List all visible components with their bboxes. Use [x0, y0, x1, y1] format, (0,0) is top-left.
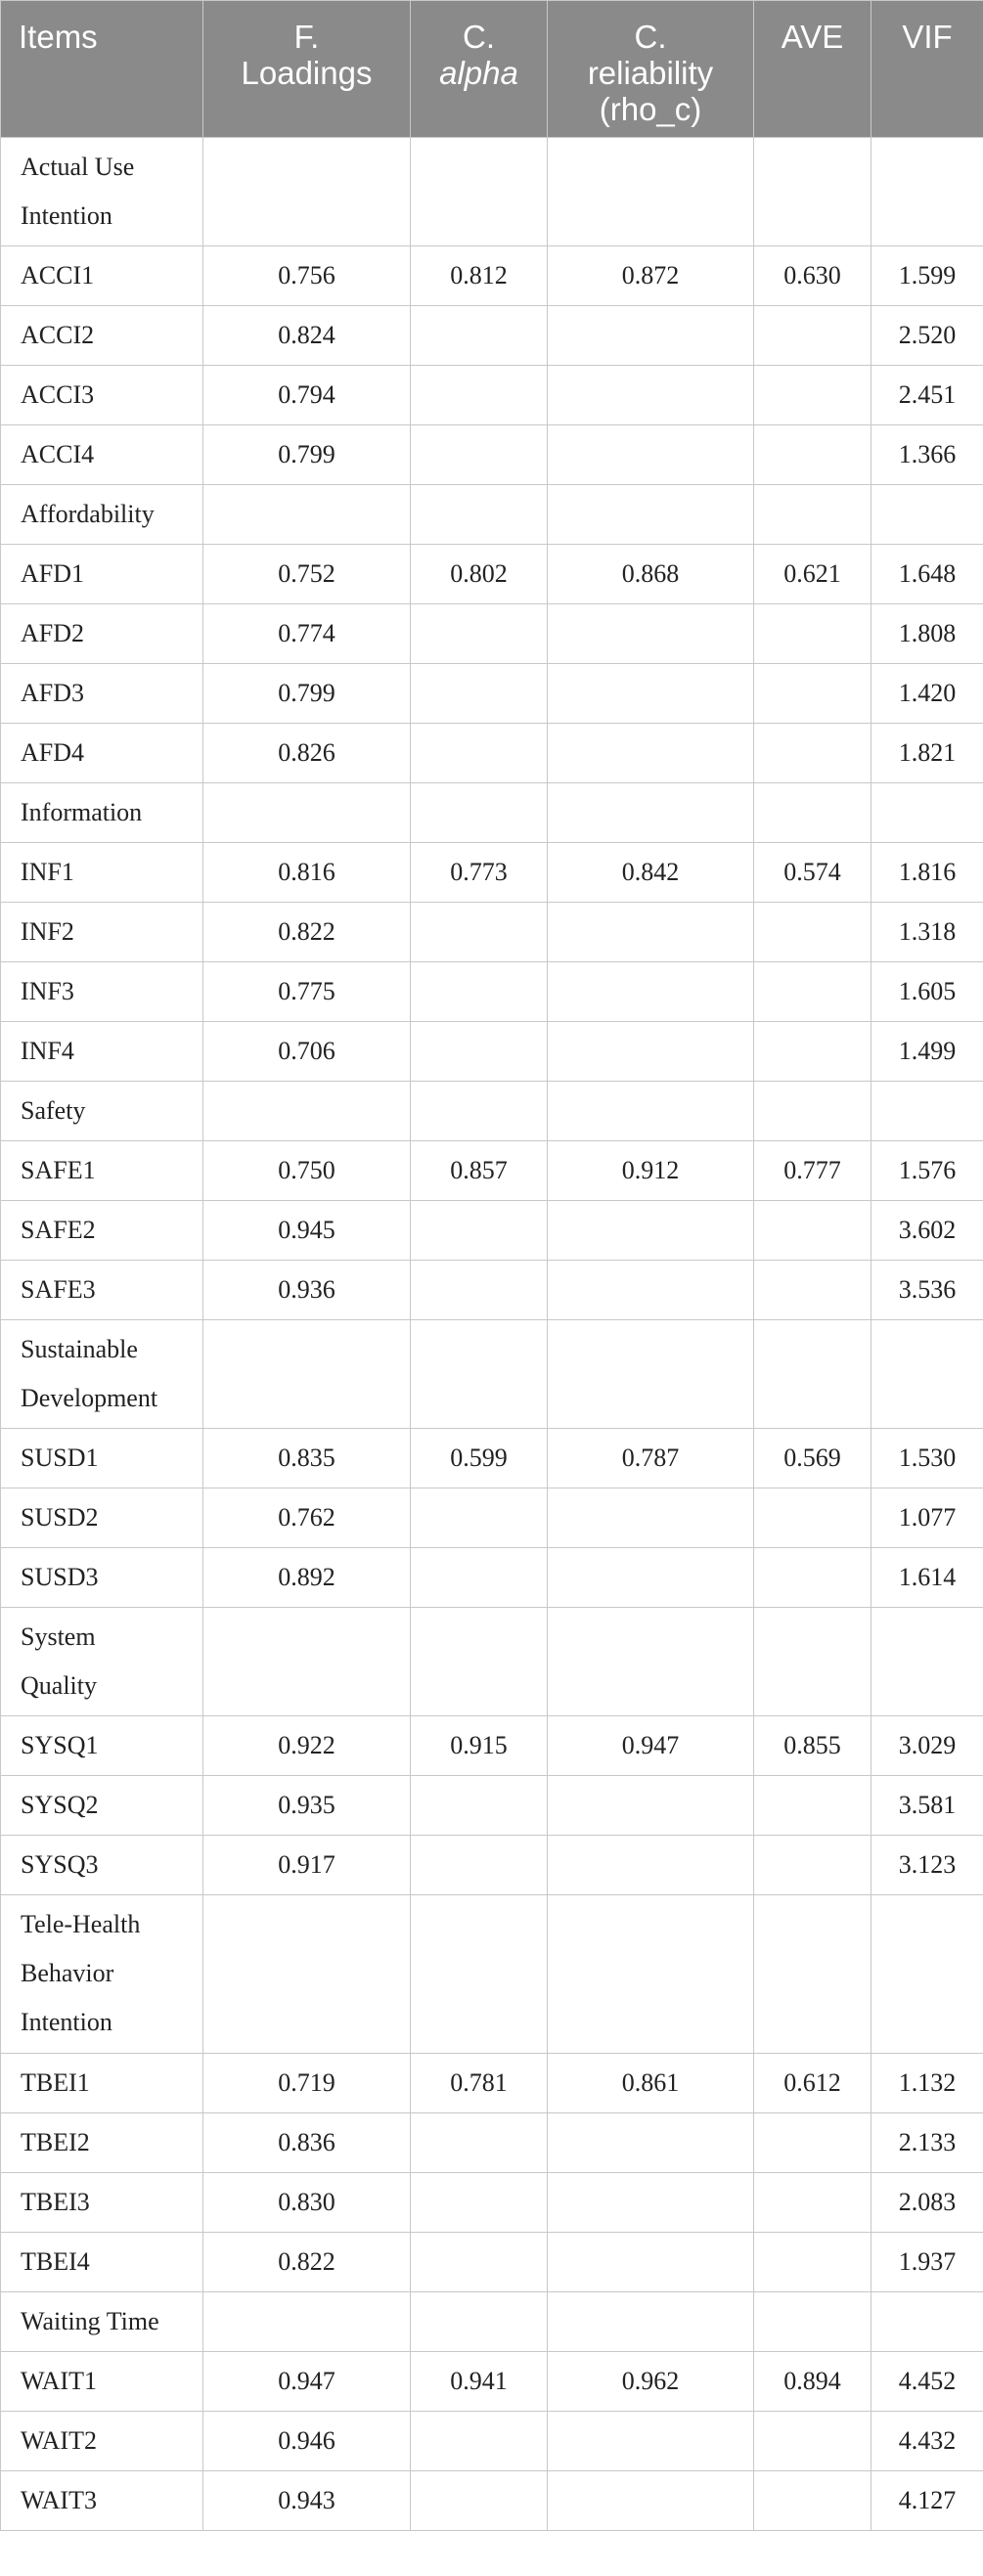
alpha-cell [411, 425, 548, 485]
table-row [1, 1201, 983, 1261]
table-row [1, 2113, 983, 2173]
header-loadings-line2: Loadings [241, 55, 373, 91]
table-row [1, 1716, 983, 1776]
alpha-cell [411, 1776, 548, 1836]
item-cell: INF1 [1, 843, 203, 903]
empty-cell [754, 1608, 871, 1716]
ave-cell [754, 1261, 871, 1320]
vif-cell: 1.366 [871, 425, 983, 485]
alpha-cell [411, 1261, 548, 1320]
reliability-cell [548, 366, 754, 425]
vif-cell: 1.499 [871, 1022, 983, 1082]
header-alpha [411, 1, 548, 138]
table-row [1, 962, 983, 1022]
alpha-cell [411, 1488, 548, 1548]
loading-cell: 0.826 [203, 724, 411, 783]
empty-cell [754, 485, 871, 545]
empty-cell [411, 138, 548, 246]
group-name-line: Behavior [21, 1959, 114, 1987]
empty-cell [871, 1082, 983, 1141]
group-name-line: System [21, 1622, 96, 1651]
table-row [1, 1261, 983, 1320]
item-cell: SUSD1 [1, 1429, 203, 1488]
header-row [1, 1, 983, 138]
loading-cell: 0.794 [203, 366, 411, 425]
empty-cell [871, 1895, 983, 2054]
vif-cell: 1.318 [871, 903, 983, 962]
ave-cell [754, 903, 871, 962]
header-loadings-line1: F. [293, 19, 320, 55]
vif-cell: 1.614 [871, 1548, 983, 1608]
loading-cell: 0.706 [203, 1022, 411, 1082]
group-header-row [1, 2292, 983, 2352]
group-name-cell [1, 1895, 203, 2054]
empty-cell [871, 138, 983, 246]
vif-cell: 1.077 [871, 1488, 983, 1548]
ave-cell [754, 306, 871, 366]
vif-cell: 2.520 [871, 306, 983, 366]
item-cell: AFD3 [1, 664, 203, 724]
reliability-cell [548, 2471, 754, 2531]
loading-cell: 0.917 [203, 1836, 411, 1895]
empty-cell [548, 1608, 754, 1716]
reliability-cell [548, 1201, 754, 1261]
table-row [1, 843, 983, 903]
reliability-cell: 0.842 [548, 843, 754, 903]
ave-cell [754, 1022, 871, 1082]
vif-cell: 1.599 [871, 246, 983, 306]
table-row [1, 425, 983, 485]
group-name-line: Affordability [21, 500, 155, 528]
item-cell: AFD1 [1, 545, 203, 604]
alpha-cell [411, 306, 548, 366]
reliability-cell [548, 306, 754, 366]
header-items: Items [1, 1, 203, 138]
loading-cell: 0.892 [203, 1548, 411, 1608]
ave-cell: 0.574 [754, 843, 871, 903]
table-row [1, 903, 983, 962]
ave-cell [754, 1201, 871, 1261]
item-cell: SYSQ2 [1, 1776, 203, 1836]
empty-cell [548, 485, 754, 545]
loading-cell: 0.936 [203, 1261, 411, 1320]
reliability-cell [548, 1261, 754, 1320]
ave-cell [754, 425, 871, 485]
alpha-cell [411, 1022, 548, 1082]
empty-cell [203, 1608, 411, 1716]
group-header-row [1, 1608, 983, 1716]
alpha-cell [411, 664, 548, 724]
ave-cell [754, 724, 871, 783]
table-row [1, 604, 983, 664]
empty-cell [548, 783, 754, 843]
group-name-cell [1, 783, 203, 843]
loading-cell: 0.947 [203, 2352, 411, 2412]
reliability-cell [548, 664, 754, 724]
ave-cell: 0.621 [754, 545, 871, 604]
group-header-row [1, 783, 983, 843]
group-name-cell [1, 1082, 203, 1141]
item-cell: ACCI1 [1, 246, 203, 306]
reliability-cell [548, 1836, 754, 1895]
item-cell: WAIT1 [1, 2352, 203, 2412]
ave-cell [754, 2173, 871, 2233]
ave-cell [754, 664, 871, 724]
alpha-cell [411, 1201, 548, 1261]
ave-cell [754, 1776, 871, 1836]
empty-cell [548, 1320, 754, 1429]
reliability-cell: 0.787 [548, 1429, 754, 1488]
reliability-cell [548, 1022, 754, 1082]
empty-cell [871, 783, 983, 843]
group-header-row [1, 1895, 983, 2054]
empty-cell [754, 783, 871, 843]
empty-cell [203, 2292, 411, 2352]
group-name-cell [1, 1320, 203, 1429]
alpha-cell [411, 903, 548, 962]
reliability-cell [548, 1776, 754, 1836]
item-cell: SUSD3 [1, 1548, 203, 1608]
item-cell: INF3 [1, 962, 203, 1022]
empty-cell [203, 138, 411, 246]
loading-cell: 0.935 [203, 1776, 411, 1836]
alpha-cell: 0.915 [411, 1716, 548, 1776]
empty-cell [411, 1082, 548, 1141]
group-header-row [1, 485, 983, 545]
table-row [1, 2471, 983, 2531]
table-row [1, 724, 983, 783]
loading-cell: 0.836 [203, 2113, 411, 2173]
reliability-cell [548, 2233, 754, 2292]
group-name-line: Safety [21, 1096, 86, 1125]
alpha-cell: 0.773 [411, 843, 548, 903]
alpha-cell [411, 1548, 548, 1608]
alpha-cell: 0.599 [411, 1429, 548, 1488]
loading-cell: 0.750 [203, 1141, 411, 1201]
loading-cell: 0.830 [203, 2173, 411, 2233]
item-cell: INF2 [1, 903, 203, 962]
alpha-cell [411, 2233, 548, 2292]
ave-cell [754, 1548, 871, 1608]
vif-cell: 1.648 [871, 545, 983, 604]
table-row [1, 1776, 983, 1836]
vif-cell: 1.576 [871, 1141, 983, 1201]
table-body [1, 138, 983, 2531]
table-row [1, 1141, 983, 1201]
reliability-cell [548, 962, 754, 1022]
header-reliability-line1: C. [634, 19, 667, 55]
ave-cell [754, 2113, 871, 2173]
reliability-cell [548, 1488, 754, 1548]
ave-cell [754, 604, 871, 664]
empty-cell [203, 783, 411, 843]
reliability-cell [548, 604, 754, 664]
alpha-cell [411, 1836, 548, 1895]
empty-cell [754, 1082, 871, 1141]
group-name-line: Waiting Time [21, 2307, 159, 2335]
vif-cell: 4.432 [871, 2412, 983, 2471]
item-cell: WAIT2 [1, 2412, 203, 2471]
reliability-cell: 0.947 [548, 1716, 754, 1776]
ave-cell: 0.630 [754, 246, 871, 306]
reliability-cell: 0.872 [548, 246, 754, 306]
ave-cell: 0.612 [754, 2054, 871, 2113]
alpha-cell [411, 2173, 548, 2233]
loading-cell: 0.816 [203, 843, 411, 903]
loading-cell: 0.946 [203, 2412, 411, 2471]
item-cell: SAFE3 [1, 1261, 203, 1320]
table-row [1, 1488, 983, 1548]
loading-cell: 0.945 [203, 1201, 411, 1261]
empty-cell [203, 1082, 411, 1141]
group-name-line: Quality [21, 1671, 97, 1700]
table-row [1, 1836, 983, 1895]
vif-cell: 2.133 [871, 2113, 983, 2173]
loading-cell: 0.719 [203, 2054, 411, 2113]
group-name-cell [1, 138, 203, 246]
vif-cell: 1.816 [871, 843, 983, 903]
reliability-cell [548, 724, 754, 783]
alpha-cell: 0.941 [411, 2352, 548, 2412]
loading-cell: 0.775 [203, 962, 411, 1022]
header-reliability-line2: reliability [587, 55, 714, 91]
table-row [1, 1548, 983, 1608]
loading-cell: 0.762 [203, 1488, 411, 1548]
empty-cell [411, 485, 548, 545]
empty-cell [411, 2292, 548, 2352]
empty-cell [203, 485, 411, 545]
table-row [1, 664, 983, 724]
group-name-line: Tele-Health [21, 1910, 141, 1938]
empty-cell [754, 1895, 871, 2054]
vif-cell: 1.530 [871, 1429, 983, 1488]
alpha-cell: 0.857 [411, 1141, 548, 1201]
ave-cell: 0.894 [754, 2352, 871, 2412]
group-header-row [1, 1320, 983, 1429]
group-name-line: Intention [21, 2008, 112, 2036]
table-row [1, 246, 983, 306]
vif-cell: 3.602 [871, 1201, 983, 1261]
loading-cell: 0.822 [203, 903, 411, 962]
alpha-cell: 0.781 [411, 2054, 548, 2113]
alpha-cell [411, 2412, 548, 2471]
ave-cell [754, 1836, 871, 1895]
loading-cell: 0.774 [203, 604, 411, 664]
item-cell: WAIT3 [1, 2471, 203, 2531]
loading-cell: 0.943 [203, 2471, 411, 2531]
empty-cell [411, 1608, 548, 1716]
reliability-cell [548, 1548, 754, 1608]
reliability-cell [548, 903, 754, 962]
empty-cell [871, 1320, 983, 1429]
ave-cell [754, 2471, 871, 2531]
empty-cell [871, 485, 983, 545]
header-ave: AVE [754, 1, 871, 138]
reliability-cell: 0.912 [548, 1141, 754, 1201]
table-row [1, 366, 983, 425]
reliability-cell [548, 2173, 754, 2233]
item-cell: TBEI4 [1, 2233, 203, 2292]
loading-cell: 0.824 [203, 306, 411, 366]
header-alpha-line2: alpha [439, 55, 518, 91]
item-cell: ACCI2 [1, 306, 203, 366]
loading-cell: 0.752 [203, 545, 411, 604]
ave-cell [754, 366, 871, 425]
reliability-cell: 0.962 [548, 2352, 754, 2412]
group-name-line: Development [21, 1384, 158, 1412]
alpha-cell [411, 724, 548, 783]
vif-cell: 1.132 [871, 2054, 983, 2113]
vif-cell: 3.123 [871, 1836, 983, 1895]
empty-cell [203, 1895, 411, 2054]
alpha-cell: 0.812 [411, 246, 548, 306]
empty-cell [548, 1895, 754, 2054]
ave-cell [754, 1488, 871, 1548]
vif-cell: 3.029 [871, 1716, 983, 1776]
loading-cell: 0.799 [203, 664, 411, 724]
header-reliability-line3: (rho_c) [599, 91, 702, 127]
table-row [1, 2352, 983, 2412]
reliability-cell: 0.861 [548, 2054, 754, 2113]
reliability-cell [548, 2412, 754, 2471]
empty-cell [754, 1320, 871, 1429]
item-cell: ACCI4 [1, 425, 203, 485]
empty-cell [203, 1320, 411, 1429]
vif-cell: 3.536 [871, 1261, 983, 1320]
empty-cell [548, 1082, 754, 1141]
empty-cell [411, 1320, 548, 1429]
item-cell: SAFE2 [1, 1201, 203, 1261]
item-cell: ACCI3 [1, 366, 203, 425]
vif-cell: 1.937 [871, 2233, 983, 2292]
table-row [1, 2233, 983, 2292]
ave-cell: 0.777 [754, 1141, 871, 1201]
empty-cell [754, 2292, 871, 2352]
alpha-cell [411, 2113, 548, 2173]
vif-cell: 1.605 [871, 962, 983, 1022]
ave-cell [754, 2412, 871, 2471]
group-name-line: Sustainable [21, 1335, 138, 1363]
header-loadings [203, 1, 411, 138]
group-header-row [1, 138, 983, 246]
item-cell: SAFE1 [1, 1141, 203, 1201]
ave-cell: 0.855 [754, 1716, 871, 1776]
ave-cell [754, 962, 871, 1022]
loading-cell: 0.835 [203, 1429, 411, 1488]
item-cell: TBEI3 [1, 2173, 203, 2233]
table-row [1, 306, 983, 366]
item-cell: TBEI1 [1, 2054, 203, 2113]
group-header-row [1, 1082, 983, 1141]
item-cell: SYSQ3 [1, 1836, 203, 1895]
empty-cell [754, 138, 871, 246]
item-cell: INF4 [1, 1022, 203, 1082]
reliability-cell [548, 2113, 754, 2173]
reliability-cell: 0.868 [548, 545, 754, 604]
vif-cell: 2.451 [871, 366, 983, 425]
ave-cell: 0.569 [754, 1429, 871, 1488]
alpha-cell [411, 2471, 548, 2531]
vif-cell: 3.581 [871, 1776, 983, 1836]
table-row [1, 2412, 983, 2471]
table-row [1, 1429, 983, 1488]
alpha-cell [411, 962, 548, 1022]
header-vif: VIF [871, 1, 983, 138]
empty-cell [411, 783, 548, 843]
loading-cell: 0.822 [203, 2233, 411, 2292]
empty-cell [871, 2292, 983, 2352]
item-cell: SYSQ1 [1, 1716, 203, 1776]
item-cell: SUSD2 [1, 1488, 203, 1548]
alpha-cell [411, 604, 548, 664]
alpha-cell [411, 366, 548, 425]
table-row [1, 1022, 983, 1082]
vif-cell: 1.808 [871, 604, 983, 664]
header-alpha-line1: C. [463, 19, 495, 55]
table-row [1, 545, 983, 604]
table-header [1, 1, 983, 138]
group-name-cell [1, 485, 203, 545]
group-name-cell [1, 2292, 203, 2352]
loading-cell: 0.799 [203, 425, 411, 485]
empty-cell [871, 1608, 983, 1716]
item-cell: TBEI2 [1, 2113, 203, 2173]
vif-cell: 4.452 [871, 2352, 983, 2412]
empty-cell [548, 138, 754, 246]
vif-cell: 1.420 [871, 664, 983, 724]
vif-cell: 2.083 [871, 2173, 983, 2233]
group-name-line: Actual Use [21, 153, 135, 181]
item-cell: AFD4 [1, 724, 203, 783]
item-cell: AFD2 [1, 604, 203, 664]
empty-cell [411, 1895, 548, 2054]
vif-cell: 4.127 [871, 2471, 983, 2531]
loading-cell: 0.922 [203, 1716, 411, 1776]
header-reliability [548, 1, 754, 138]
reliability-cell [548, 425, 754, 485]
alpha-cell: 0.802 [411, 545, 548, 604]
ave-cell [754, 2233, 871, 2292]
group-name-line: Intention [21, 201, 112, 230]
empty-cell [548, 2292, 754, 2352]
vif-cell: 1.821 [871, 724, 983, 783]
table-row [1, 2173, 983, 2233]
table-row [1, 2054, 983, 2113]
loading-cell: 0.756 [203, 246, 411, 306]
group-name-cell [1, 1608, 203, 1716]
group-name-line: Information [21, 798, 143, 826]
